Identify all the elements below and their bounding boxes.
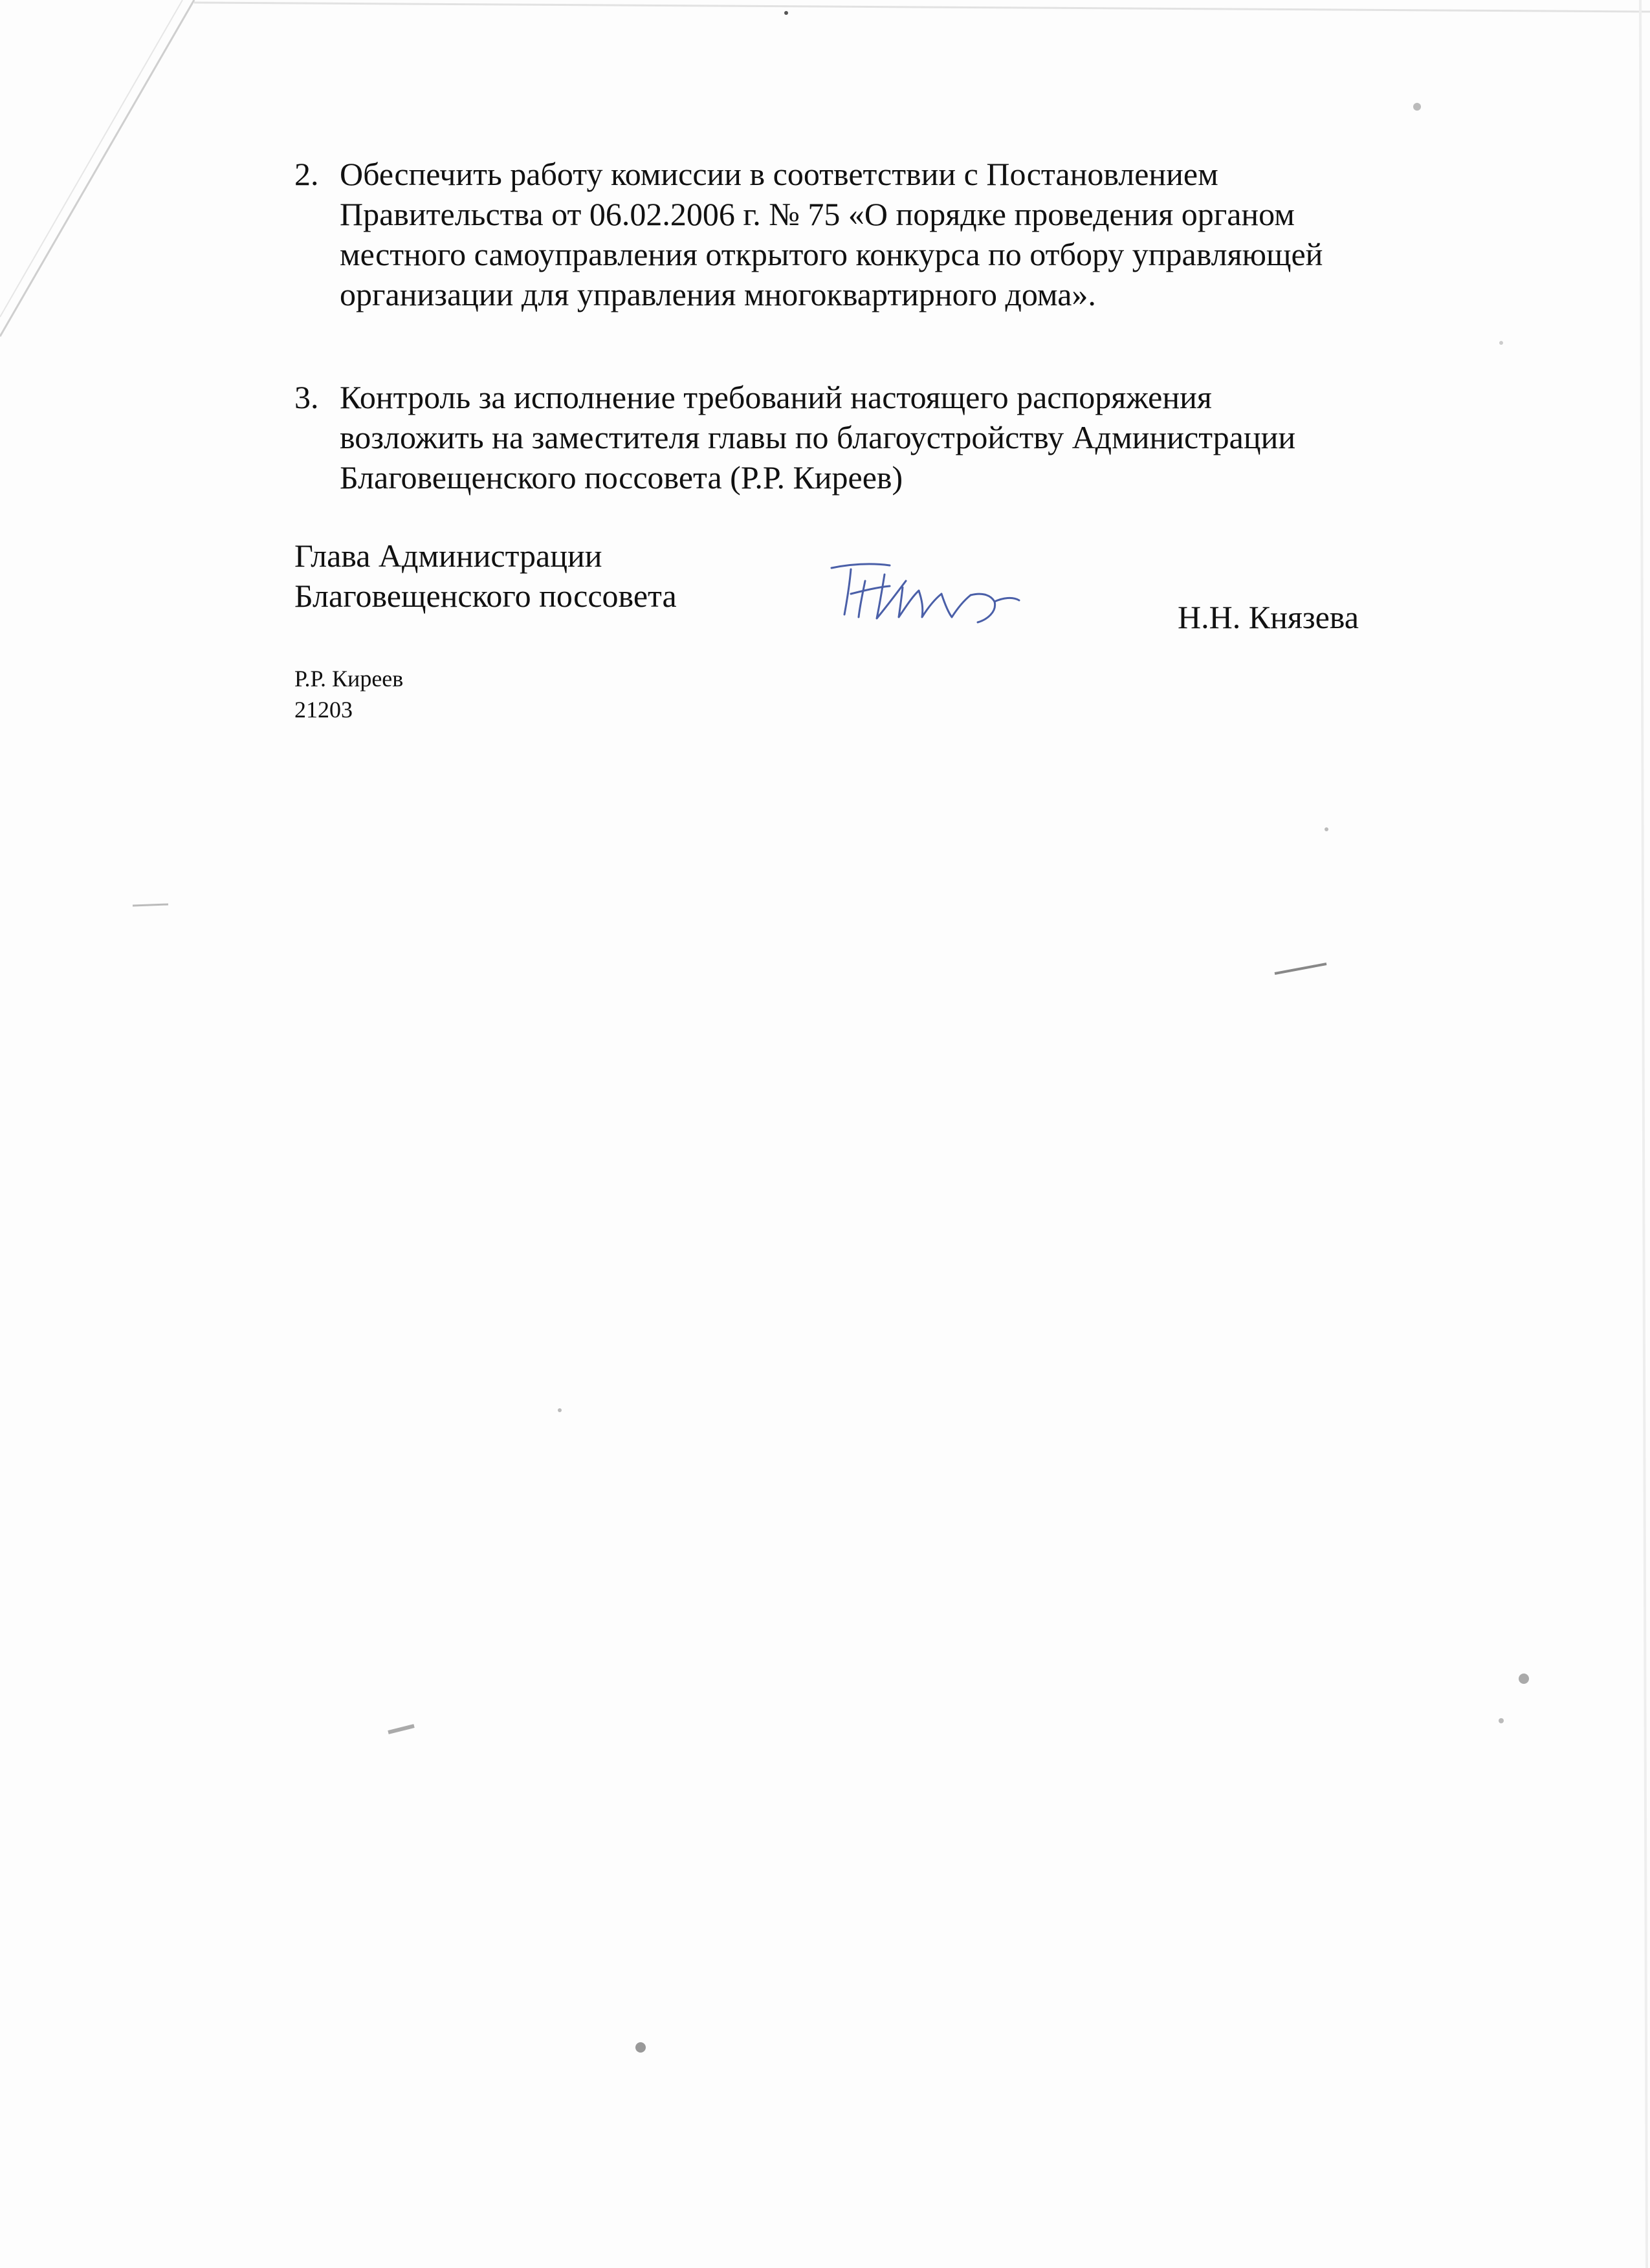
signatory-name: Н.Н. Князева — [1178, 599, 1359, 635]
handwritten-signature — [825, 555, 1032, 626]
clause-number: 3. — [294, 379, 319, 415]
clause-line: местного самоуправления открытого конкурса по отбору управляющей — [340, 236, 1323, 272]
executor-info — [294, 663, 403, 725]
signature-block — [294, 536, 1427, 646]
signatory-role-line: Благовещенского поссовета — [294, 578, 677, 614]
clause-line: Контроль за исполнение требований настоящего распоряжения — [340, 379, 1212, 415]
signatory-role — [294, 536, 677, 616]
clause-line: организации для управления многоквартирного дома». — [340, 276, 1096, 312]
clause-line: Благовещенского поссовета (Р.Р. Киреев) — [340, 459, 903, 496]
clause-2 — [294, 154, 1524, 361]
signatory-role-line: Глава Администрации — [294, 538, 602, 574]
clause-number: 2. — [294, 156, 319, 192]
clause-3 — [294, 377, 1524, 507]
executor-phone: 21203 — [294, 697, 353, 723]
clause-line: Правительства от 06.02.2006 г. № 75 «О порядке проведения органом — [340, 196, 1295, 232]
executor-name: Р.Р. Киреев — [294, 666, 404, 692]
clause-line: возложить на заместителя главы по благоустройству Администрации — [340, 419, 1296, 455]
clause-line: Обеспечить работу комиссии в соответствии с Постановлением — [340, 156, 1218, 192]
